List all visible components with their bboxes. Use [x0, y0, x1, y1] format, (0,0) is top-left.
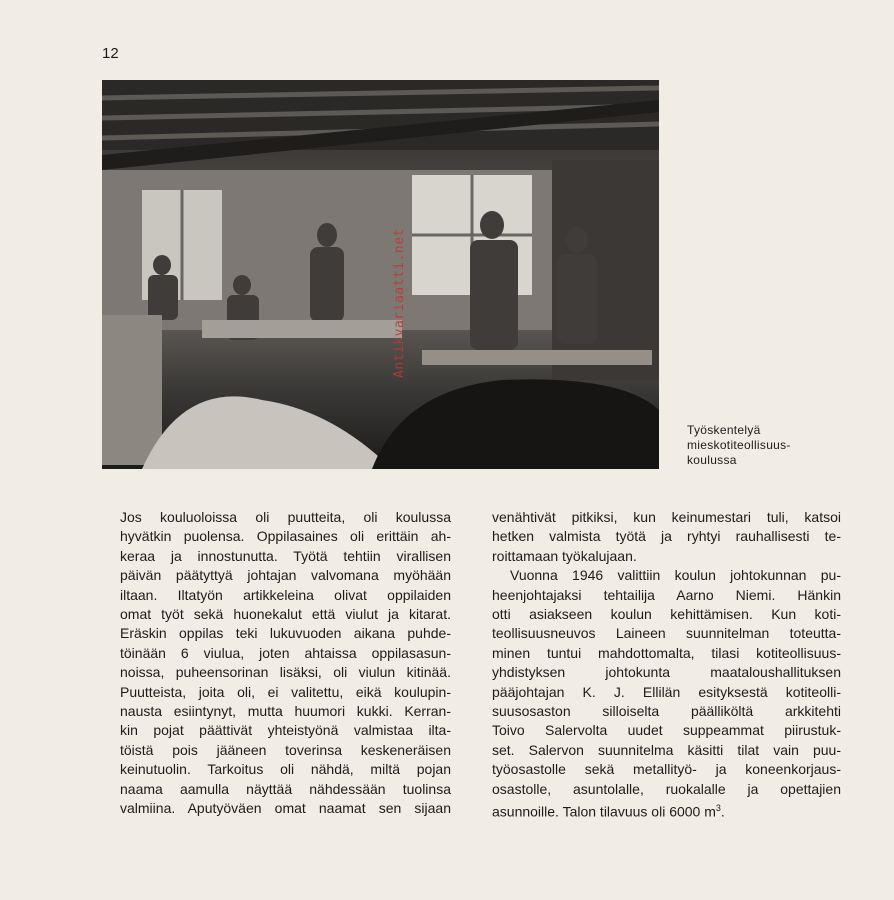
text-line: Vuonna 1946 valittiin koulun johtokunnan pu-	[510, 567, 841, 584]
workshop-photo-illustration	[102, 80, 659, 469]
text-line: työosastolle sekä metallityö- ja koneenkorjaus-	[492, 761, 841, 778]
caption-line: Työskentelyä	[687, 423, 761, 437]
text-line: otti asiakseen koulun kehittämisen. Kun koti-	[492, 606, 841, 623]
text-line: iltaan. Iltatyön artikkeleina olivat oppilaiden	[120, 586, 451, 603]
text-line: keraa ja innostunutta. Työtä tehtiin virallisen	[120, 547, 451, 564]
text-line: nausta esiintynyt, mutta huumori kukki. Kerran-	[120, 703, 451, 720]
text-line-final	[492, 799, 841, 822]
caption-line: mieskotiteollisuus-	[687, 438, 791, 452]
final-period: .	[720, 803, 725, 820]
text-line: töistä pois jääneen toverinsa keskeneräisen	[120, 741, 451, 758]
paragraph	[492, 566, 841, 822]
text-line: keinutuolin. Tarkoitus oli nähdä, miltä pojan	[120, 761, 451, 778]
text-line: hyvätkin puolensa. Oppilasaines oli erittäin ah-	[120, 528, 451, 545]
text-line: minen tuntui mahdottomalta, tilasi kotiteollisuus-	[492, 644, 841, 661]
text-line: suusosaston silloiselta päälliköltä arkkitehti	[492, 703, 841, 720]
text-line: kin pojat päättivät yhteistyönä valmistaa ilta-	[120, 722, 451, 739]
left-column	[102, 508, 451, 819]
text-line: venähtivät pitkiksi, kun keinumestari tuli, katsoi	[492, 509, 841, 525]
text-line: Jos kouluoloissa oli puutteita, oli koulussa	[120, 509, 451, 525]
text-line: osastolle, asuntolalle, ruokalalle ja opettajien	[492, 780, 841, 797]
caption-line: koulussa	[687, 453, 737, 467]
paragraph	[102, 508, 451, 819]
text-line: noissa, puheensorinan lisäksi, oli viulun kitinää.	[120, 664, 451, 681]
photo-caption	[687, 423, 791, 468]
text-line: naama aamulla näyttää nähdessään tuolinsa	[120, 780, 451, 797]
watermark: Antikvariaatti.net	[392, 228, 407, 378]
text-line: roittamaan työkalujaan.	[492, 547, 637, 564]
text-line: teollisuusneuvos Laineen suunnitelman toteutta-	[492, 625, 841, 642]
text-line: omat työt sekä huonekalut että viulut ja kitarat.	[120, 606, 451, 623]
text-line: valmiina. Aputyöväen omat naamat sen sijaan	[120, 800, 451, 817]
text-line: hetken valmista työtä ja ryhtyi rauhallisesti te-	[492, 528, 841, 545]
final-text: asunnoille. Talon tilavuus oli 6000 m	[492, 803, 716, 820]
text-line: pääjohtajan K. J. Ellilän esityksestä kotiteolli-	[492, 683, 841, 700]
workshop-photo	[102, 80, 659, 469]
superscript: 3	[715, 803, 721, 814]
text-line: päivän päätyttyä johtajan valvomana myöhään	[120, 567, 451, 584]
text-line: yhdistyksen johtokunta maataloushallituksen	[492, 664, 841, 681]
text-line: Toivo Salervolta uudet suppeammat piirustuk-	[492, 722, 841, 739]
text-line: Puutteista, joita oli, ei valitettu, eikä koulupin-	[120, 683, 451, 700]
text-line: set. Salervon suunnitelma käsitti tilat vain puu-	[492, 741, 841, 758]
text-line: heenjohtajaksi tehtailija Aarno Niemi. Hänkin	[492, 586, 841, 603]
right-column	[492, 508, 841, 822]
page-number: 12	[102, 45, 119, 62]
text-line: töinään 6 viulua, joten ahtaissa oppilasasun-	[120, 644, 451, 661]
paragraph	[492, 508, 841, 566]
text-line: Eräskin oppilas teki lukuvuoden aikana puhde-	[120, 625, 451, 642]
